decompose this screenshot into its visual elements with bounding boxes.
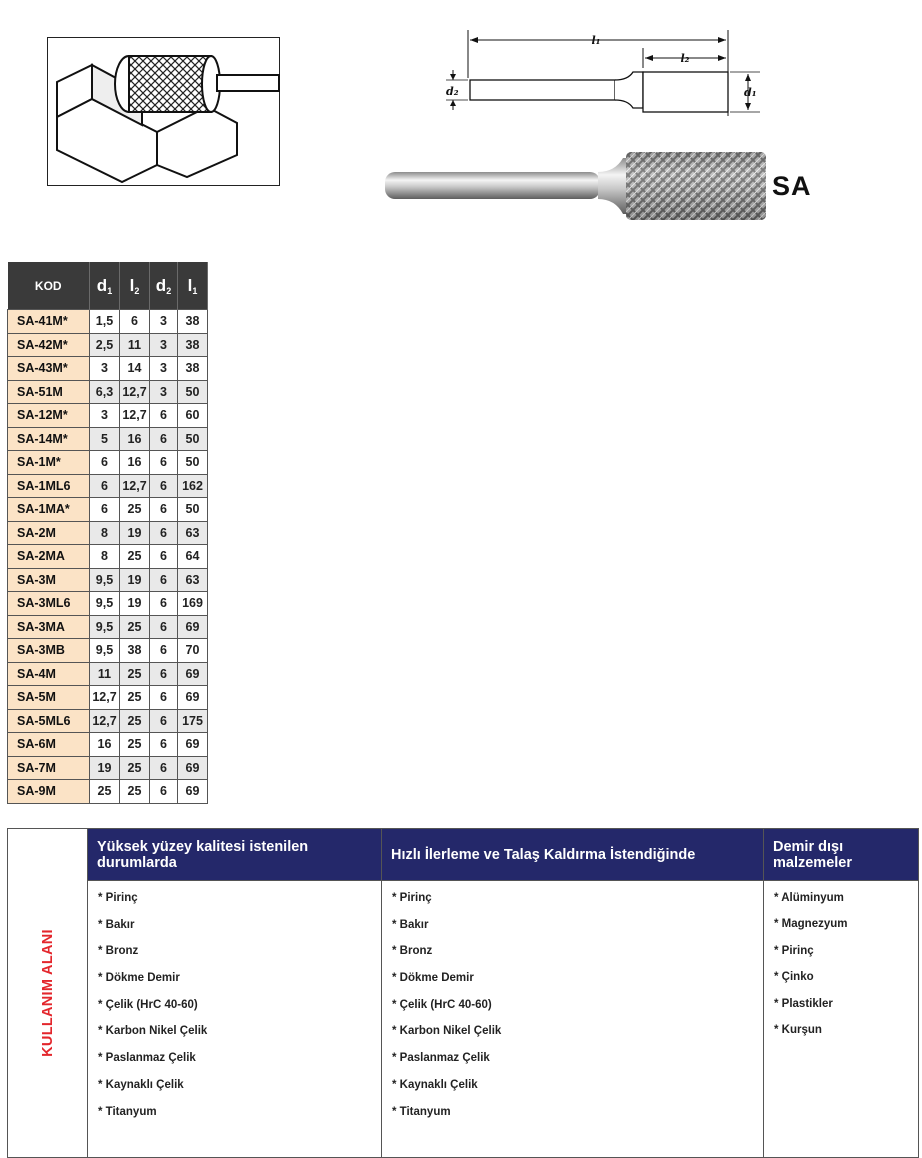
cell-l2: 25: [120, 498, 150, 522]
cell-l1: 162: [178, 474, 208, 498]
cell-d1: 9,5: [90, 568, 120, 592]
cutter-image: [383, 150, 773, 222]
cell-l1: 38: [178, 310, 208, 334]
cell-d2: 3: [150, 310, 178, 334]
usage-side-cell: [8, 829, 88, 1158]
application-sketch-image: [47, 37, 280, 186]
cell-l1: 69: [178, 686, 208, 710]
cell-l2: 25: [120, 615, 150, 639]
cell-d2: 6: [150, 545, 178, 569]
table-row: [8, 780, 208, 804]
cell-l1: 69: [178, 756, 208, 780]
list-item: * Magnezyum: [774, 918, 848, 931]
spec-header-row: [8, 262, 208, 310]
label-l2: l₂: [680, 52, 690, 65]
cell-l2: 19: [120, 568, 150, 592]
cell-l2: 16: [120, 451, 150, 475]
cell-d1: 9,5: [90, 615, 120, 639]
list-item: * Pirinç: [392, 892, 432, 904]
cell-kod: SA-3M: [8, 568, 90, 592]
header-d2: $d_2$: [150, 262, 178, 310]
cell-d2: 6: [150, 709, 178, 733]
spec-table: [7, 262, 208, 804]
list-item: * Pirinç: [98, 892, 138, 904]
cell-d2: 6: [150, 404, 178, 428]
cell-l1: 38: [178, 357, 208, 381]
cell-kod: SA-3MB: [8, 639, 90, 663]
cell-d2: 6: [150, 568, 178, 592]
cell-l2: 14: [120, 357, 150, 381]
cell-kod: SA-1ML6: [8, 474, 90, 498]
cell-l2: 25: [120, 780, 150, 804]
cell-l2: 25: [120, 662, 150, 686]
list-item: * Kurşun: [774, 1023, 822, 1036]
header-l2: $l_2$: [120, 262, 150, 310]
usage-table: [7, 828, 919, 1158]
cell-l1: 69: [178, 615, 208, 639]
table-row: [8, 474, 208, 498]
cell-d1: 3: [90, 404, 120, 428]
cell-d1: 3: [90, 357, 120, 381]
table-row: [8, 333, 208, 357]
cell-l2: 6: [120, 310, 150, 334]
list-item: * Bakır: [98, 918, 135, 931]
cell-d2: 6: [150, 686, 178, 710]
cell-l1: 63: [178, 568, 208, 592]
cell-kod: SA-1M*: [8, 451, 90, 475]
cell-l1: 63: [178, 521, 208, 545]
cell-d1: 12,7: [90, 686, 120, 710]
table-row: [8, 733, 208, 757]
list-item: * Alüminyum: [774, 892, 844, 904]
list-item: * Çelik (HrC 40-60): [392, 998, 492, 1011]
usage-list-2: [382, 881, 764, 1158]
cell-d2: 6: [150, 592, 178, 616]
table-row: [8, 451, 208, 475]
cell-d1: 11: [90, 662, 120, 686]
list-item: * Titanyum: [98, 1105, 157, 1118]
cell-l2: 11: [120, 333, 150, 357]
cell-l2: 12,7: [120, 404, 150, 428]
list-item: * Paslanmaz Çelik: [98, 1052, 196, 1065]
usage-list-1: [88, 881, 382, 1158]
table-row: [8, 615, 208, 639]
table-row: [8, 756, 208, 780]
cell-d1: 19: [90, 756, 120, 780]
table-row: [8, 380, 208, 404]
cell-kod: SA-12M*: [8, 404, 90, 428]
cell-kod: SA-1MA*: [8, 498, 90, 522]
cell-kod: SA-5M: [8, 686, 90, 710]
cell-d2: 6: [150, 615, 178, 639]
cell-d2: 6: [150, 639, 178, 663]
cell-d2: 3: [150, 380, 178, 404]
cell-d2: 3: [150, 333, 178, 357]
usage-col-title-2: Hızlı İlerleme ve Talaş Kaldırma İstendiğinde: [382, 829, 764, 881]
cell-l2: 25: [120, 686, 150, 710]
cell-kod: SA-9M: [8, 780, 90, 804]
cell-l2: 25: [120, 756, 150, 780]
table-row: [8, 498, 208, 522]
cell-l1: 69: [178, 780, 208, 804]
header-kod: KOD: [8, 262, 90, 310]
header-d1: $d_1$: [90, 262, 120, 310]
cell-d1: 8: [90, 545, 120, 569]
cell-l1: 175: [178, 709, 208, 733]
cell-l1: 38: [178, 333, 208, 357]
cell-l2: 16: [120, 427, 150, 451]
usage-side-label: KULLANIM ALANI: [39, 929, 56, 1057]
list-item: * Bronz: [392, 945, 433, 958]
usage-body-row: [8, 881, 919, 1158]
cell-l2: 12,7: [120, 474, 150, 498]
cell-d1: 6: [90, 498, 120, 522]
cell-kod: SA-5ML6: [8, 709, 90, 733]
list-item: * Dökme Demir: [392, 972, 474, 985]
label-d2: d₂: [446, 85, 459, 98]
cell-d1: 12,7: [90, 709, 120, 733]
cell-d2: 6: [150, 521, 178, 545]
cell-l1: 64: [178, 545, 208, 569]
cell-d1: 5: [90, 427, 120, 451]
table-row: [8, 709, 208, 733]
cell-kod: SA-14M*: [8, 427, 90, 451]
cell-kod: SA-4M: [8, 662, 90, 686]
cell-d2: 6: [150, 756, 178, 780]
list-item: * Çelik (HrC 40-60): [98, 998, 198, 1011]
table-row: [8, 521, 208, 545]
cell-d1: 9,5: [90, 639, 120, 663]
table-row: [8, 404, 208, 428]
list-item: * Plastikler: [774, 997, 833, 1010]
cell-kod: SA-2M: [8, 521, 90, 545]
list-item: * Çinko: [774, 971, 814, 984]
dimension-drawing: [438, 28, 768, 120]
cell-d2: 6: [150, 662, 178, 686]
usage-col-title-1: Yüksek yüzey kalitesi istenilen durumlarda: [88, 829, 382, 881]
cell-kod: SA-6M: [8, 733, 90, 757]
list-item: * Bakır: [392, 918, 429, 931]
table-row: [8, 545, 208, 569]
usage-list-3: [764, 881, 919, 1158]
label-l1: l₁: [591, 34, 601, 47]
cell-d1: 2,5: [90, 333, 120, 357]
cell-d2: 3: [150, 357, 178, 381]
cell-l2: 38: [120, 639, 150, 663]
table-row: [8, 662, 208, 686]
cell-d1: 6,3: [90, 380, 120, 404]
cell-d2: 6: [150, 474, 178, 498]
list-item: * Karbon Nikel Çelik: [98, 1025, 208, 1038]
cell-d2: 6: [150, 427, 178, 451]
cell-l2: 25: [120, 733, 150, 757]
label-d1: d₁: [744, 86, 757, 99]
table-row: [8, 639, 208, 663]
cell-kod: SA-7M: [8, 756, 90, 780]
cell-kod: SA-2MA: [8, 545, 90, 569]
cell-l1: 169: [178, 592, 208, 616]
list-item: * Bronz: [98, 945, 139, 958]
cell-d1: 16: [90, 733, 120, 757]
table-row: [8, 592, 208, 616]
cell-l2: 19: [120, 592, 150, 616]
list-item: * Karbon Nikel Çelik: [392, 1025, 502, 1038]
cell-d2: 6: [150, 780, 178, 804]
cell-l1: 69: [178, 662, 208, 686]
table-row: [8, 427, 208, 451]
cell-kod: SA-51M: [8, 380, 90, 404]
cell-kod: SA-42M*: [8, 333, 90, 357]
cell-d1: 6: [90, 451, 120, 475]
cell-kod: SA-43M*: [8, 357, 90, 381]
list-item: * Dökme Demir: [98, 972, 180, 985]
list-item: * Titanyum: [392, 1105, 451, 1118]
cell-d2: 6: [150, 733, 178, 757]
cell-kod: SA-3ML6: [8, 592, 90, 616]
cell-d1: 9,5: [90, 592, 120, 616]
cell-l2: 12,7: [120, 380, 150, 404]
table-row: [8, 357, 208, 381]
series-label: SA: [772, 171, 812, 201]
list-item: * Kaynaklı Çelik: [98, 1078, 184, 1091]
table-row: [8, 568, 208, 592]
cell-l1: 60: [178, 404, 208, 428]
cell-l1: 69: [178, 733, 208, 757]
cell-d1: 8: [90, 521, 120, 545]
cell-kod: SA-3MA: [8, 615, 90, 639]
cell-d2: 6: [150, 498, 178, 522]
cell-l2: 25: [120, 545, 150, 569]
cell-l1: 70: [178, 639, 208, 663]
cell-l1: 50: [178, 498, 208, 522]
cell-l1: 50: [178, 380, 208, 404]
usage-col-title-3: Demir dışı malzemeler: [764, 829, 919, 881]
list-item: * Kaynaklı Çelik: [392, 1078, 478, 1091]
cell-d1: 25: [90, 780, 120, 804]
cell-kod: SA-41M*: [8, 310, 90, 334]
cell-d1: 1,5: [90, 310, 120, 334]
header-l1: $l_1$: [178, 262, 208, 310]
cell-d1: 6: [90, 474, 120, 498]
cell-l1: 50: [178, 427, 208, 451]
cell-l2: 25: [120, 709, 150, 733]
table-row: [8, 310, 208, 334]
cell-d2: 6: [150, 451, 178, 475]
list-item: * Pirinç: [774, 944, 814, 957]
cell-l1: 50: [178, 451, 208, 475]
list-item: * Paslanmaz Çelik: [392, 1052, 490, 1065]
usage-header-row: [8, 829, 919, 881]
table-row: [8, 686, 208, 710]
cell-l2: 19: [120, 521, 150, 545]
